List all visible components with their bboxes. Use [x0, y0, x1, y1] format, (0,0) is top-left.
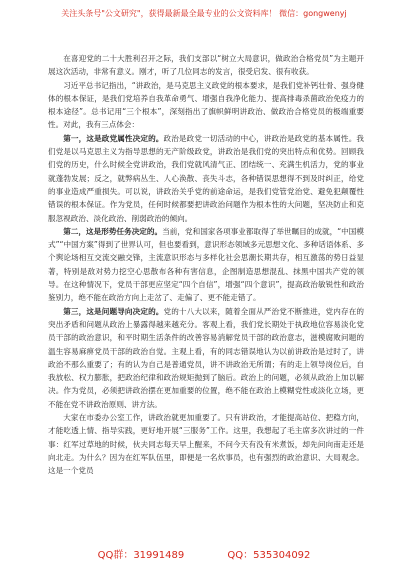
paragraph-quote: 习近平总书记指出，“讲政治，是马克思主义政党的根本要求，是我们党补钙壮骨、强身健体的根本保证，是我们党培养自我革命勇气、增强自我净化能力、提高排毒杀菌政治免疫力的根本途径”。总书记用“三个根本”，深刻指出了旗帜鲜明讲政治、做政治合格党员的极端重要性。对此，我有三点体会：	[48, 80, 364, 130]
paragraph-point-1: 第一，这是政党属性决定的。政治是政党一切活动的中心，讲政治是政党的基本属性。我们党是以马克思主义为指导思想的无产阶级政党，讲政治是我们党的突出特点和优势。回顾我们党的历史，什么时候全党讲政治，我们党就风清气正、团结统一、充满生机活力，党的事业就蓬勃发展；反之，就弊病丛生、人心涣散、丧失斗志，各种错误思想得不到及时纠正，给党的事业造成严重损失。可以说，讲政治关乎党的前途命运，是我们党管党治党、避免犯颠覆性错误的根本保证。作为党员，任何时候都要把讲政治问题作为根本性的大问题，坚决防止和克服忽视政治、淡化政治、削弱政治的倾向。	[48, 133, 364, 223]
point-1-heading: 第一，这是政党属性决定的。	[63, 133, 164, 143]
paragraph-closing: 大家在市委办公室工作，讲政治就更加重要了。只有讲政治，才能提高站位、把稳方向，才能吃透上情、指导实践，更好地开展“三服务”工作。这里，我想起了毛主席多次讲过的一件事：红军过草地的时候，伙夫同志每天早上醒来，不问今天有没有米煮饭，却先问向南走还是向北走。为什么？因为在红军队伍里，即便是一名炊事员，也有强烈的政治意识、大局观念。这是一个党员	[48, 413, 364, 476]
paragraph-point-3: 第三，这是问题导向决定的。党的十八大以来，随着全面从严治党不断推进，党内存在的突出矛盾和问题从政治上暴露得越来越充分。客观上看，我们党长期处于执政地位容易淡化党员干部的政治意识，和平时期生活条件的改善容易消解党员干部的政治意志，滋模腐败问题的温生容易麻痹党员干部的政治自觉。主观上看，有的同志错误地认为以前讲政治是过时了，讲政治不那么重要了；有的认为自己是普通党员，讲不讲政治无所谓；有的走上领导岗位后，自我放松、权力膨胀，把政治纪律和政治规矩抛到了脑后。政治上的问题，必须从政治上加以解决。作为党员，必须把讲政治摆在更加重要的位置，绝不能在政治上模糊党性或淡化立场，更不能在党不讲政治原则、讲方法。	[48, 306, 364, 409]
point-2-heading: 第二，这是形势任务决定的。	[63, 226, 163, 236]
qq-group-number: QQ群：31991489	[97, 550, 185, 561]
article-body	[48, 52, 364, 478]
paragraph-point-2: 第二，这是形势任务决定的。当前，党和国家各项事业都取得了举世瞩目的成就，“中国模式”“中国方案”得到了世界认可，但也要看到，意识形态领域多元思想文化、多种话语体系、多个舆论场相互交流交融交锋，主流意识形态与多样化社会思潮长期共存，相互激荡的势日益显著，特别是敌对势力挖空心思散布各种有害信息，企图制造思想混乱、抹黑中国共产党的领导。在这种情况下，党员干部更应坚定“四个自信”，增强“四个意识”，提高政治敏锐性和政治鉴别力，绝不能在政治方向上走岔了、走偏了、更不能走错了。	[48, 226, 365, 303]
footer-watermark	[0, 550, 408, 562]
paragraph-intro: 在喜迎党的二十大胜利召开之际，我们支部以“树立大局意识，做政治合格党员”为主题开展这次活动，非常有意义。刚才，听了几位同志的发言，很受启发、很有收获。	[48, 54, 364, 77]
qq-number: QQ：535304092	[227, 550, 311, 561]
header-watermark: 关注头条号"公文研究"，获得最新最全最专业的公文资料库！ 微信：gongwenyj	[61, 9, 347, 18]
point-3-heading: 第三，这是问题导向决定的。	[63, 306, 164, 316]
